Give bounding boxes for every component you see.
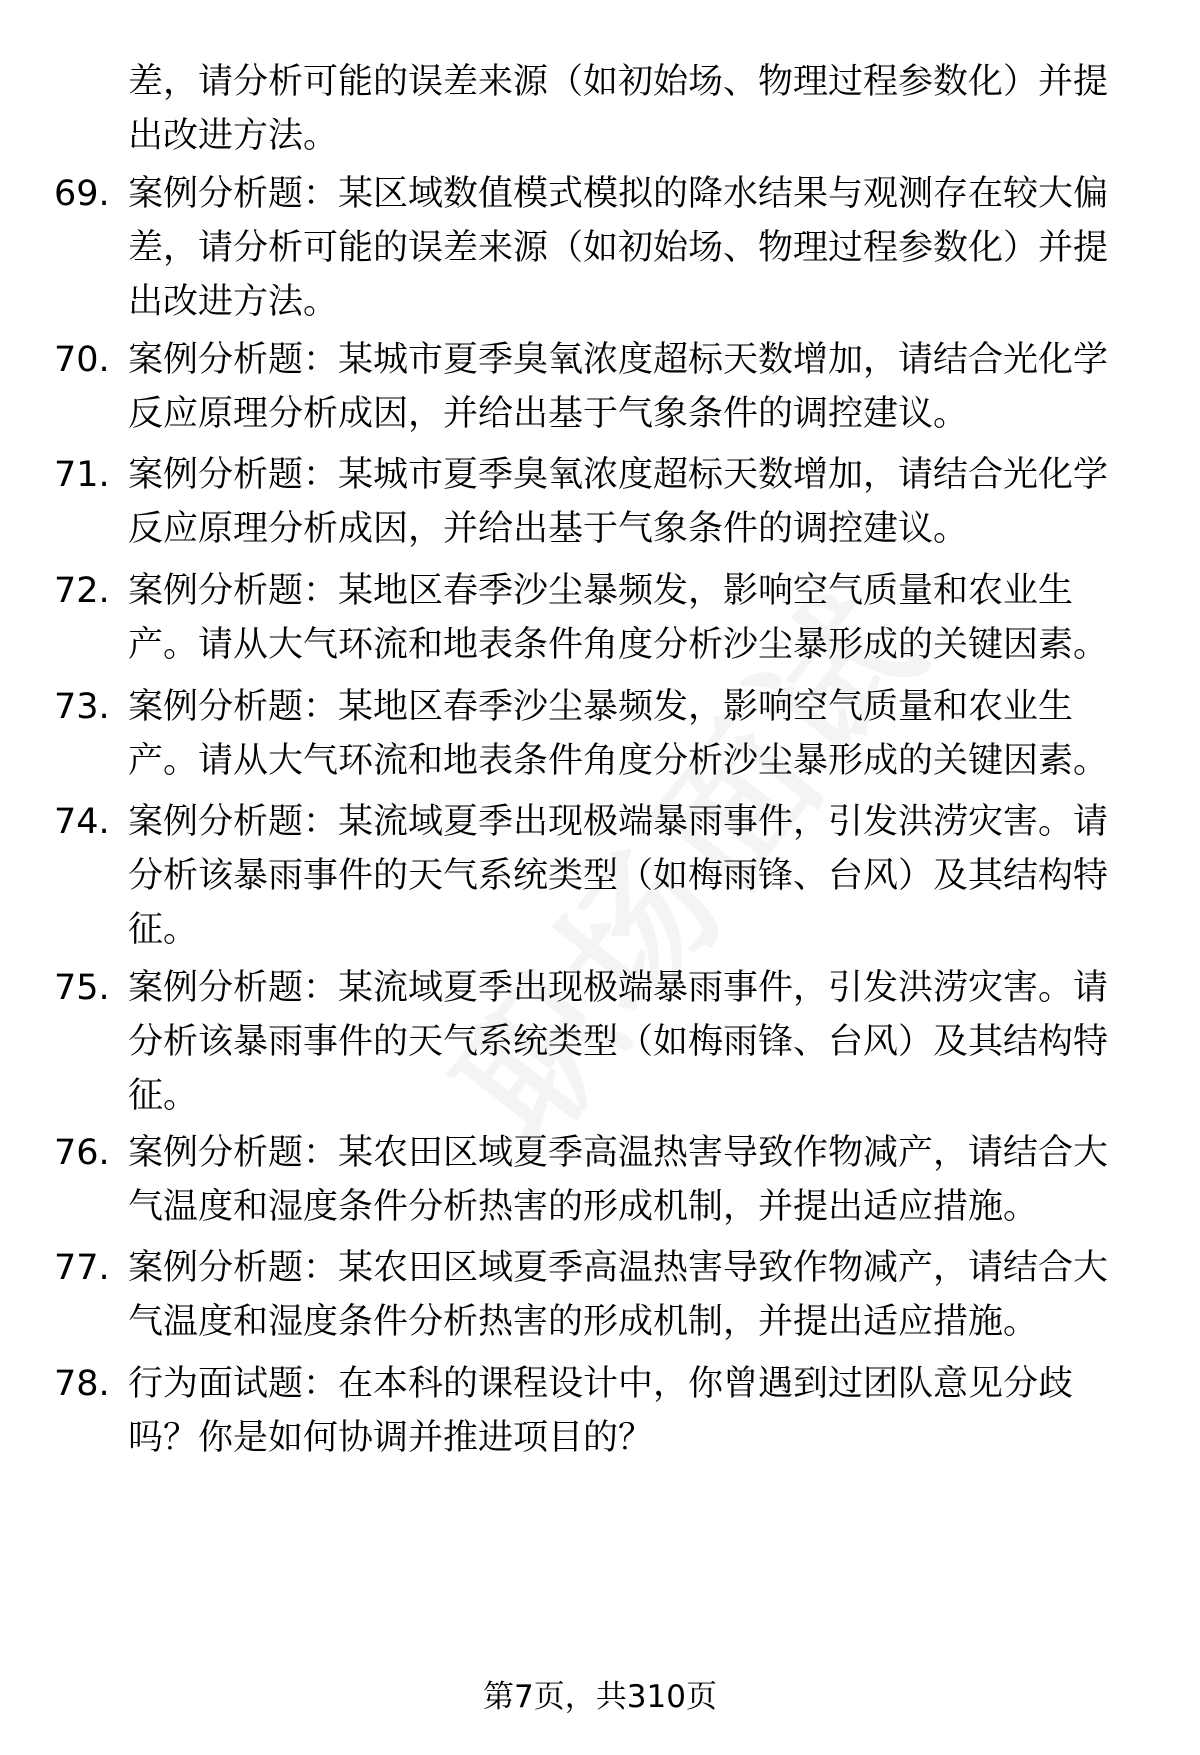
- item-line: 征。: [128, 1076, 199, 1116]
- item-line: 出改进方法。: [128, 282, 339, 322]
- item-line: 差，请分析可能的误差来源（如初始场、物理过程参数化）并提: [128, 62, 1109, 102]
- item-number: 76.: [54, 1133, 110, 1173]
- item-line: 行为面试题：在本科的课程设计中，你曾遇到过团队意见分歧: [128, 1364, 1074, 1404]
- item-line: 分析该暴雨事件的天气系统类型（如梅雨锋、台风）及其结构特: [128, 856, 1109, 896]
- item-number: 78.: [54, 1364, 110, 1404]
- item-number: 75.: [54, 968, 110, 1008]
- item-line: 案例分析题：某城市夏季臭氧浓度超标天数增加，请结合光化学: [128, 340, 1109, 380]
- item-line: 案例分析题：某地区春季沙尘暴频发，影响空气质量和农业生: [128, 687, 1074, 727]
- item-line: 案例分析题：某城市夏季臭氧浓度超标天数增加，请结合光化学: [128, 455, 1109, 495]
- item-number: 70.: [54, 340, 110, 380]
- item-line: 产。请从大气环流和地表条件角度分析沙尘暴形成的关键因素。: [128, 741, 1109, 781]
- item-line: 案例分析题：某流域夏季出现极端暴雨事件，引发洪涝灾害。请: [128, 802, 1109, 842]
- item-line: 征。: [128, 910, 199, 950]
- item-line: 差，请分析可能的误差来源（如初始场、物理过程参数化）并提: [128, 228, 1109, 268]
- item-line: 案例分析题：某地区春季沙尘暴频发，影响空气质量和农业生: [128, 571, 1074, 611]
- item-line: 案例分析题：某区域数值模式模拟的降水结果与观测存在较大偏: [128, 174, 1109, 214]
- item-line: 案例分析题：某农田区域夏季高温热害导致作物减产，请结合大: [128, 1248, 1109, 1288]
- item-number: 71.: [54, 455, 110, 495]
- item-number: 77.: [54, 1248, 110, 1288]
- page-footer: 第7页，共310页: [483, 1679, 717, 1715]
- item-line: 气温度和湿度条件分析热害的形成机制，并提出适应措施。: [128, 1187, 1039, 1227]
- item-line: 案例分析题：某流域夏季出现极端暴雨事件，引发洪涝灾害。请: [128, 968, 1109, 1008]
- item-number: 69.: [54, 174, 110, 214]
- item-line: 案例分析题：某农田区域夏季高温热害导致作物减产，请结合大: [128, 1133, 1109, 1173]
- item-line: 出改进方法。: [128, 116, 339, 156]
- item-number: 73.: [54, 687, 110, 727]
- item-line: 吗？你是如何协调并推进项目的？: [128, 1418, 654, 1458]
- item-line: 反应原理分析成因，并给出基于气象条件的调控建议。: [128, 394, 969, 434]
- item-line: 产。请从大气环流和地表条件角度分析沙尘暴形成的关键因素。: [128, 625, 1109, 665]
- item-line: 气温度和湿度条件分析热害的形成机制，并提出适应措施。: [128, 1302, 1039, 1342]
- item-line: 分析该暴雨事件的天气系统类型（如梅雨锋、台风）及其结构特: [128, 1022, 1109, 1062]
- item-number: 72.: [54, 571, 110, 611]
- item-line: 反应原理分析成因，并给出基于气象条件的调控建议。: [128, 509, 969, 549]
- item-number: 74.: [54, 802, 110, 842]
